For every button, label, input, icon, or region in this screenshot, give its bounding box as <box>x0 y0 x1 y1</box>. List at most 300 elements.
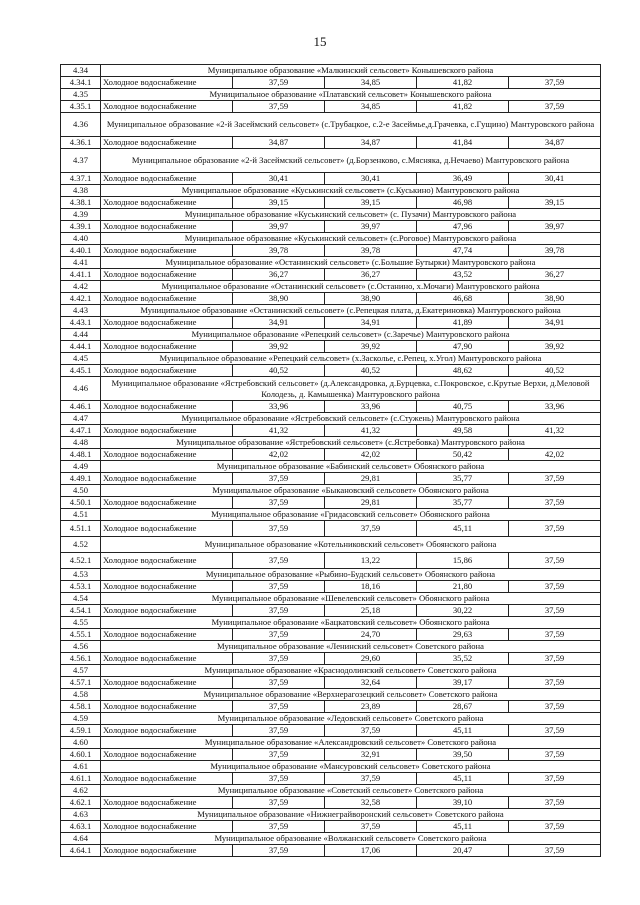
service-name: Холодное водоснабжение <box>101 677 233 689</box>
tariff-value-v1: 36,27 <box>233 269 325 281</box>
tariff-value-v4: 37,59 <box>509 521 601 537</box>
tariff-value-v4: 37,59 <box>509 845 601 857</box>
service-name: Холодное водоснабжение <box>101 725 233 737</box>
municipality-name: Муниципальное образование «Останинский сельсовет» (с.Репецкая плата, д.Екатериновка) Мантуровского района <box>101 305 601 317</box>
municipality-name: Муниципальное образование «Советский сельсовет» Советского района <box>101 785 601 797</box>
row-number: 4.42.1 <box>61 293 101 305</box>
row-number: 4.38 <box>61 185 101 197</box>
row-number: 4.61.1 <box>61 773 101 785</box>
service-name: Холодное водоснабжение <box>101 269 233 281</box>
tariff-value-v1: 37,59 <box>233 605 325 617</box>
row-number: 4.36.1 <box>61 137 101 149</box>
tariff-value-v2: 39,97 <box>325 221 417 233</box>
tariff-value-v1: 37,59 <box>233 77 325 89</box>
row-number: 4.36 <box>61 113 101 137</box>
row-number: 4.52.1 <box>61 553 101 569</box>
row-number: 4.57 <box>61 665 101 677</box>
tariff-value-v4: 30,41 <box>509 173 601 185</box>
tariff-value-v1: 39,92 <box>233 341 325 353</box>
tariff-value-v4: 37,59 <box>509 797 601 809</box>
tariff-row <box>61 797 601 809</box>
tariff-value-v3: 39,17 <box>417 677 509 689</box>
municipality-name: Муниципальное образование «Останинский сельсовет» (с.Большие Бутырки) Мантуровского района <box>101 257 601 269</box>
tariff-value-v1: 42,02 <box>233 449 325 461</box>
tariff-value-v3: 40,75 <box>417 401 509 413</box>
row-number: 4.40.1 <box>61 245 101 257</box>
service-name: Холодное водоснабжение <box>101 401 233 413</box>
row-number: 4.44 <box>61 329 101 341</box>
service-name: Холодное водоснабжение <box>101 497 233 509</box>
tariff-value-v3: 41,84 <box>417 137 509 149</box>
tariff-value-v1: 33,96 <box>233 401 325 413</box>
org-header-row <box>61 785 601 797</box>
service-name: Холодное водоснабжение <box>101 449 233 461</box>
row-number: 4.48.1 <box>61 449 101 461</box>
municipality-name: Муниципальное образование «Шевелевский сельсовет» Обоянского района <box>101 593 601 605</box>
municipality-name: Муниципальное образование «Куськинский сельсовет» (с.Куськино) Мантуровского района <box>101 185 601 197</box>
row-number: 4.58.1 <box>61 701 101 713</box>
tariff-value-v1: 37,59 <box>233 845 325 857</box>
tariff-value-v2: 18,16 <box>325 581 417 593</box>
tariff-value-v4: 39,15 <box>509 197 601 209</box>
row-number: 4.47 <box>61 413 101 425</box>
tariff-value-v2: 29,81 <box>325 497 417 509</box>
row-number: 4.60 <box>61 737 101 749</box>
tariff-row <box>61 497 601 509</box>
tariff-row <box>61 605 601 617</box>
municipality-name: Муниципальное образование «Краснодолинский сельсовет» Советского района <box>101 665 601 677</box>
service-name: Холодное водоснабжение <box>101 245 233 257</box>
municipality-name: Муниципальное образование «Куськинский сельсовет» (с. Пузачи) Мантуровского района <box>101 209 601 221</box>
tariff-value-v3: 50,42 <box>417 449 509 461</box>
tariff-value-v3: 45,11 <box>417 521 509 537</box>
org-header-row <box>61 737 601 749</box>
service-name: Холодное водоснабжение <box>101 797 233 809</box>
tariff-value-v1: 37,59 <box>233 677 325 689</box>
org-header-row <box>61 665 601 677</box>
municipality-name: Муниципальное образование «Ястребовский сельсовет» (с.Ястребовка) Мантуровского района <box>101 437 601 449</box>
org-header-row <box>61 353 601 365</box>
tariff-row <box>61 821 601 833</box>
tariff-row <box>61 341 601 353</box>
org-header-row <box>61 689 601 701</box>
tariff-value-v2: 17,06 <box>325 845 417 857</box>
tariff-value-v1: 40,52 <box>233 365 325 377</box>
tariff-value-v2: 36,27 <box>325 269 417 281</box>
tariff-row <box>61 365 601 377</box>
tariff-value-v2: 25,18 <box>325 605 417 617</box>
row-number: 4.58 <box>61 689 101 701</box>
tariff-value-v4: 34,91 <box>509 317 601 329</box>
tariff-value-v3: 20,47 <box>417 845 509 857</box>
org-header-row <box>61 761 601 773</box>
row-number: 4.47.1 <box>61 425 101 437</box>
tariff-row <box>61 197 601 209</box>
tariff-value-v3: 47,90 <box>417 341 509 353</box>
tariff-value-v4: 39,78 <box>509 245 601 257</box>
tariff-value-v1: 37,59 <box>233 749 325 761</box>
municipality-name: Муниципальное образование «Бабинский сельсовет» Обоянского района <box>101 461 601 473</box>
tariff-value-v1: 38,90 <box>233 293 325 305</box>
row-number: 4.63.1 <box>61 821 101 833</box>
row-number: 4.43 <box>61 305 101 317</box>
tariff-value-v3: 43,52 <box>417 269 509 281</box>
row-number: 4.50 <box>61 485 101 497</box>
tariff-table-body <box>61 65 601 857</box>
tariff-value-v4: 37,59 <box>509 605 601 617</box>
row-number: 4.60.1 <box>61 749 101 761</box>
tariff-value-v2: 33,96 <box>325 401 417 413</box>
tariff-value-v1: 30,41 <box>233 173 325 185</box>
tariff-value-v4: 37,59 <box>509 101 601 113</box>
row-number: 4.52 <box>61 537 101 553</box>
service-name: Холодное водоснабжение <box>101 473 233 485</box>
row-number: 4.35 <box>61 89 101 101</box>
service-name: Холодное водоснабжение <box>101 521 233 537</box>
service-name: Холодное водоснабжение <box>101 749 233 761</box>
tariff-value-v1: 37,59 <box>233 725 325 737</box>
tariff-value-v4: 37,59 <box>509 749 601 761</box>
municipality-name: Муниципальное образование «Бацкатовский сельсовет» Обоянского района <box>101 617 601 629</box>
tariff-value-v4: 37,59 <box>509 701 601 713</box>
org-header-row <box>61 377 601 401</box>
tariff-value-v4: 37,59 <box>509 473 601 485</box>
org-header-row <box>61 485 601 497</box>
tariff-row <box>61 677 601 689</box>
tariff-value-v1: 37,59 <box>233 521 325 537</box>
tariff-value-v1: 37,59 <box>233 797 325 809</box>
tariff-row <box>61 173 601 185</box>
municipality-name: Муниципальное образование «Александровский сельсовет» Советского района <box>101 737 601 749</box>
tariff-value-v2: 30,41 <box>325 173 417 185</box>
tariff-value-v4: 37,59 <box>509 629 601 641</box>
municipality-name: Муниципальное образование «Волжанский сельсовет» Советского района <box>101 833 601 845</box>
tariff-value-v3: 15,86 <box>417 553 509 569</box>
service-name: Холодное водоснабжение <box>101 197 233 209</box>
service-name: Холодное водоснабжение <box>101 101 233 113</box>
row-number: 4.39.1 <box>61 221 101 233</box>
tariff-value-v2: 39,15 <box>325 197 417 209</box>
municipality-name: Муниципальное образование «Репецкий сельсовет» (с.Заречье) Мантуровского района <box>101 329 601 341</box>
tariff-value-v3: 28,67 <box>417 701 509 713</box>
org-header-row <box>61 329 601 341</box>
tariff-value-v1: 41,32 <box>233 425 325 437</box>
service-name: Холодное водоснабжение <box>101 317 233 329</box>
row-number: 4.54.1 <box>61 605 101 617</box>
tariff-row <box>61 725 601 737</box>
tariff-value-v2: 37,59 <box>325 773 417 785</box>
tariff-value-v2: 34,85 <box>325 101 417 113</box>
municipality-name: Муниципальное образование «Останинский сельсовет» (с.Останино, х.Мочаги) Мантуровского района <box>101 281 601 293</box>
municipality-name: Муниципальное образование «Мансуровский сельсовет» Советского района <box>101 761 601 773</box>
tariff-value-v3: 35,77 <box>417 473 509 485</box>
tariff-value-v3: 29,63 <box>417 629 509 641</box>
municipality-name: Муниципальное образование «Ястребовский сельсовет» (д.Александровка, д.Бурцевка, с.Покровское, с.Крутые Верхи, д.Меловой Колодезь, д. Камышенка) Мантуровского района <box>101 377 601 401</box>
tariff-value-v2: 37,59 <box>325 521 417 537</box>
org-header-row <box>61 437 601 449</box>
tariff-row <box>61 221 601 233</box>
org-header-row <box>61 569 601 581</box>
row-number: 4.54 <box>61 593 101 605</box>
tariff-row <box>61 425 601 437</box>
tariff-value-v4: 34,87 <box>509 137 601 149</box>
tariff-value-v1: 37,59 <box>233 629 325 641</box>
org-header-row <box>61 209 601 221</box>
row-number: 4.55 <box>61 617 101 629</box>
municipality-name: Муниципальное образование «Куськинский сельсовет» (с.Роговое) Мантуровского района <box>101 233 601 245</box>
row-number: 4.57.1 <box>61 677 101 689</box>
tariff-value-v4: 37,59 <box>509 725 601 737</box>
tariff-value-v4: 37,59 <box>509 677 601 689</box>
page-number: 15 <box>313 34 327 49</box>
service-name: Холодное водоснабжение <box>101 365 233 377</box>
row-number: 4.46.1 <box>61 401 101 413</box>
org-header-row <box>61 809 601 821</box>
org-header-row <box>61 185 601 197</box>
service-name: Холодное водоснабжение <box>101 77 233 89</box>
row-number: 4.55.1 <box>61 629 101 641</box>
tariff-row <box>61 701 601 713</box>
tariff-value-v4: 39,97 <box>509 221 601 233</box>
org-header-row <box>61 537 601 553</box>
tariff-row <box>61 449 601 461</box>
row-number: 4.34.1 <box>61 77 101 89</box>
tariff-value-v3: 35,77 <box>417 497 509 509</box>
tariff-value-v3: 36,49 <box>417 173 509 185</box>
tariff-row <box>61 653 601 665</box>
tariff-value-v4: 37,59 <box>509 581 601 593</box>
tariff-value-v3: 46,68 <box>417 293 509 305</box>
tariff-row <box>61 317 601 329</box>
municipality-name: Муниципальное образование «2-й Засеймский сельсовет» (д.Борзенково, с.Мясняка, д.Нечаево) Мантуровского района <box>101 149 601 173</box>
row-number: 4.37 <box>61 149 101 173</box>
row-number: 4.41.1 <box>61 269 101 281</box>
tariff-value-v4: 37,59 <box>509 821 601 833</box>
tariff-value-v1: 37,59 <box>233 701 325 713</box>
tariff-value-v4: 33,96 <box>509 401 601 413</box>
tariff-value-v3: 30,22 <box>417 605 509 617</box>
tariff-value-v2: 42,02 <box>325 449 417 461</box>
row-number: 4.61 <box>61 761 101 773</box>
org-header-row <box>61 65 601 77</box>
org-header-row <box>61 833 601 845</box>
row-number: 4.37.1 <box>61 173 101 185</box>
tariff-row <box>61 521 601 537</box>
row-number: 4.53 <box>61 569 101 581</box>
municipality-name: Муниципальное образование «2-й Засеймский сельсовет» (с.Трубацкое, с.2-е Засеймье,д.Грачевка, с.Гущино) Мантуровского района <box>101 113 601 137</box>
service-name: Холодное водоснабжение <box>101 173 233 185</box>
tariff-value-v1: 34,91 <box>233 317 325 329</box>
municipality-name: Муниципальное образование «Котельниковский сельсовет» Обоянского района <box>101 537 601 553</box>
tariff-value-v2: 32,91 <box>325 749 417 761</box>
tariff-value-v3: 45,11 <box>417 725 509 737</box>
row-number: 4.41 <box>61 257 101 269</box>
service-name: Холодное водоснабжение <box>101 581 233 593</box>
org-header-row <box>61 593 601 605</box>
tariff-value-v4: 36,27 <box>509 269 601 281</box>
tariff-value-v1: 37,59 <box>233 581 325 593</box>
org-header-row <box>61 617 601 629</box>
tariff-table <box>60 64 601 857</box>
service-name: Холодное водоснабжение <box>101 605 233 617</box>
service-name: Холодное водоснабжение <box>101 773 233 785</box>
tariff-value-v3: 35,52 <box>417 653 509 665</box>
row-number: 4.49 <box>61 461 101 473</box>
tariff-value-v3: 47,74 <box>417 245 509 257</box>
tariff-value-v3: 41,89 <box>417 317 509 329</box>
row-number: 4.59 <box>61 713 101 725</box>
tariff-value-v4: 40,52 <box>509 365 601 377</box>
tariff-value-v1: 39,97 <box>233 221 325 233</box>
municipality-name: Муниципальное образование «Рыбино-Будский сельсовет» Обоянского района <box>101 569 601 581</box>
row-number: 4.53.1 <box>61 581 101 593</box>
tariff-value-v4: 41,32 <box>509 425 601 437</box>
tariff-row <box>61 77 601 89</box>
tariff-value-v4: 37,59 <box>509 77 601 89</box>
row-number: 4.43.1 <box>61 317 101 329</box>
row-number: 4.45.1 <box>61 365 101 377</box>
tariff-value-v1: 39,15 <box>233 197 325 209</box>
tariff-row <box>61 629 601 641</box>
municipality-name: Муниципальное образование «Ленинский сельсовет» Советского района <box>101 641 601 653</box>
tariff-value-v1: 37,59 <box>233 473 325 485</box>
tariff-row <box>61 749 601 761</box>
tariff-value-v1: 37,59 <box>233 497 325 509</box>
tariff-value-v2: 32,58 <box>325 797 417 809</box>
municipality-name: Муниципальное образование «Гридасовский сельсовет» Обоянского района <box>101 509 601 521</box>
tariff-value-v2: 13,22 <box>325 553 417 569</box>
tariff-value-v2: 39,78 <box>325 245 417 257</box>
service-name: Холодное водоснабжение <box>101 221 233 233</box>
municipality-name: Муниципальное образование «Быкановский сельсовет» Обоянского района <box>101 485 601 497</box>
org-header-row <box>61 509 601 521</box>
tariff-value-v4: 39,92 <box>509 341 601 353</box>
tariff-value-v3: 39,10 <box>417 797 509 809</box>
tariff-row <box>61 845 601 857</box>
org-header-row <box>61 233 601 245</box>
tariff-value-v2: 24,70 <box>325 629 417 641</box>
row-number: 4.34 <box>61 65 101 77</box>
tariff-value-v2: 34,85 <box>325 77 417 89</box>
tariff-row <box>61 137 601 149</box>
row-number: 4.51 <box>61 509 101 521</box>
tariff-value-v3: 49,58 <box>417 425 509 437</box>
municipality-name: Муниципальное образование «Малкинский сельсовет» Конышевского района <box>101 65 601 77</box>
tariff-value-v2: 23,89 <box>325 701 417 713</box>
row-number: 4.35.1 <box>61 101 101 113</box>
row-number: 4.46 <box>61 377 101 401</box>
tariff-row <box>61 101 601 113</box>
row-number: 4.59.1 <box>61 725 101 737</box>
tariff-value-v3: 41,82 <box>417 77 509 89</box>
row-number: 4.42 <box>61 281 101 293</box>
service-name: Холодное водоснабжение <box>101 845 233 857</box>
tariff-value-v4: 37,59 <box>509 653 601 665</box>
tariff-value-v3: 21,80 <box>417 581 509 593</box>
tariff-value-v2: 32,64 <box>325 677 417 689</box>
tariff-value-v3: 47,96 <box>417 221 509 233</box>
service-name: Холодное водоснабжение <box>101 629 233 641</box>
tariff-value-v2: 41,32 <box>325 425 417 437</box>
row-number: 4.62 <box>61 785 101 797</box>
tariff-value-v3: 46,98 <box>417 197 509 209</box>
tariff-row <box>61 269 601 281</box>
municipality-name: Муниципальное образование «Репецкий сельсовет» (х.Засколье, с.Репец, х.Угол) Мантуровского района <box>101 353 601 365</box>
tariff-row <box>61 473 601 485</box>
row-number: 4.49.1 <box>61 473 101 485</box>
service-name: Холодное водоснабжение <box>101 553 233 569</box>
row-number: 4.48 <box>61 437 101 449</box>
tariff-value-v2: 29,81 <box>325 473 417 485</box>
tariff-row <box>61 293 601 305</box>
row-number: 4.45 <box>61 353 101 365</box>
municipality-name: Муниципальное образование «Платавский сельсовет» Конышевского района <box>101 89 601 101</box>
tariff-value-v4: 38,90 <box>509 293 601 305</box>
row-number: 4.63 <box>61 809 101 821</box>
row-number: 4.40 <box>61 233 101 245</box>
municipality-name: Муниципальное образование «Ледовский сельсовет» Советского района <box>101 713 601 725</box>
tariff-value-v1: 37,59 <box>233 101 325 113</box>
tariff-value-v1: 37,59 <box>233 553 325 569</box>
row-number: 4.50.1 <box>61 497 101 509</box>
row-number: 4.38.1 <box>61 197 101 209</box>
org-header-row <box>61 461 601 473</box>
tariff-row <box>61 553 601 569</box>
tariff-value-v1: 37,59 <box>233 773 325 785</box>
row-number: 4.56 <box>61 641 101 653</box>
tariff-value-v2: 34,87 <box>325 137 417 149</box>
row-number: 4.62.1 <box>61 797 101 809</box>
tariff-value-v2: 39,92 <box>325 341 417 353</box>
tariff-value-v3: 39,50 <box>417 749 509 761</box>
tariff-value-v2: 37,59 <box>325 821 417 833</box>
org-header-row <box>61 641 601 653</box>
org-header-row <box>61 149 601 173</box>
service-name: Холодное водоснабжение <box>101 425 233 437</box>
service-name: Холодное водоснабжение <box>101 137 233 149</box>
tariff-value-v2: 38,90 <box>325 293 417 305</box>
tariff-row <box>61 401 601 413</box>
row-number: 4.51.1 <box>61 521 101 537</box>
org-header-row <box>61 305 601 317</box>
tariff-value-v2: 40,52 <box>325 365 417 377</box>
tariff-value-v2: 37,59 <box>325 725 417 737</box>
row-number: 4.64 <box>61 833 101 845</box>
tariff-value-v1: 37,59 <box>233 653 325 665</box>
row-number: 4.44.1 <box>61 341 101 353</box>
tariff-value-v1: 39,78 <box>233 245 325 257</box>
tariff-row <box>61 581 601 593</box>
tariff-row <box>61 773 601 785</box>
municipality-name: Муниципальное образование «Ястребовский сельсовет» (с.Стужень) Мантуровского района <box>101 413 601 425</box>
tariff-value-v2: 29,60 <box>325 653 417 665</box>
org-header-row <box>61 113 601 137</box>
service-name: Холодное водоснабжение <box>101 821 233 833</box>
tariff-row <box>61 245 601 257</box>
tariff-value-v3: 45,11 <box>417 821 509 833</box>
org-header-row <box>61 89 601 101</box>
org-header-row <box>61 257 601 269</box>
municipality-name: Муниципальное образование «Верхнерагозецкий сельсовет» Советского района <box>101 689 601 701</box>
tariff-value-v1: 37,59 <box>233 821 325 833</box>
org-header-row <box>61 413 601 425</box>
tariff-value-v4: 37,59 <box>509 553 601 569</box>
service-name: Холодное водоснабжение <box>101 653 233 665</box>
tariff-value-v4: 37,59 <box>509 773 601 785</box>
org-header-row <box>61 281 601 293</box>
service-name: Холодное водоснабжение <box>101 341 233 353</box>
service-name: Холодное водоснабжение <box>101 293 233 305</box>
